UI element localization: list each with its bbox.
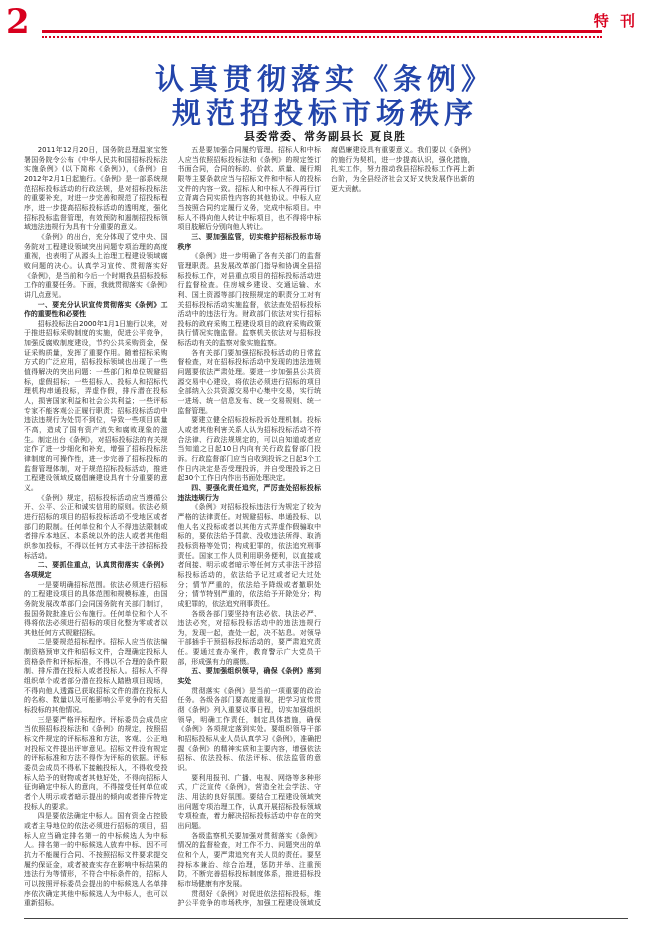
bottom-rule bbox=[24, 918, 628, 919]
byline-title: 县委常委、常务副县长 bbox=[244, 130, 364, 143]
section-heading: 二、要抓住重点，认真贯彻落实《条例》各项规定 bbox=[24, 561, 168, 579]
page-number: 2 bbox=[6, 2, 30, 42]
article-paragraph: 二是要规范招标程序。招标人应当依法编制资格预审文件和招标文件，合理确定投标人资格条件和评标标准，不得以不合理的条件限制、排斥潜在投标人或者投标人。招标人不得组织单个或者部分潜在投标人踏勘项目现场，不得向他人透露已获取招标文件的潜在投标人的名称、数量以及可能影响公平竞争的有关招标投标的其他情况。 bbox=[24, 638, 168, 715]
article-paragraph: 各级各部门要坚持有法必依、执法必严、违法必究，对招标投标活动中的违法违规行为，发现一起，查处一起，决不姑息。对领导干部插手干预招标投标活动的，要严肃追究责任。要通过查办案件，教育警示广大党员干部，形成强有力的震慑。 bbox=[177, 609, 321, 666]
page-header bbox=[0, 0, 650, 48]
headline-line-1: 认真贯彻落实《条例》 bbox=[154, 62, 495, 96]
byline-author: 夏良胜 bbox=[370, 130, 406, 143]
headline-line-2: 规范招投标市场秩序 bbox=[171, 96, 478, 130]
article-body bbox=[24, 146, 628, 914]
article-paragraph: 贯彻落实《条例》是当前一项重要的政治任务。各级各部门要高度重视，把学习宣传贯彻《条例》列入重要议事日程，切实加强组织领导，明确工作责任，制定具体措施，确保《条例》各项规定落到实处。要组织领导干部和招标投标从业人员认真学习《条例》，准确把握《条例》的精神实质和主要内容，增强依法招标、依法投标、依法评标、依法监管的意识。 bbox=[177, 686, 321, 772]
section-heading: 五、要加强组织领导，确保《条例》落到实处 bbox=[177, 667, 321, 686]
article-paragraph: 《条例》对招标投标违法行为规定了较为严格的法律责任。对规避招标、串通投标、以他人名义投标或者以其他方式弄虚作假骗取中标的，要依法给予罚款、没收违法所得、取消投标资格等处罚；构成犯罪的，依法追究刑事责任。国家工作人员利用职务便利，以直接或者间接、明示或者暗示等任何方式非法干涉招标投标活动的，依法给予记过或者记大过处分；情节严重的，依法给予降级或者撤职处分；情节特别严重的，依法给予开除处分；构成犯罪的，依法追究刑事责任。 bbox=[177, 503, 321, 608]
header-rule bbox=[42, 30, 602, 33]
article-paragraph: 《条例》进一步明确了各有关部门的监督管理职责。县发展改革部门指导和协调全县招标投标工作，对县重点项目的招标投标活动进行监督检查。住房城乡建设、交通运输、水利、国土资源等部门按照规定的职责分工对有关招标投标活动实施监督，依法查处招标投标活动中的违法行为。财政部门依法对实行招标投标的政府采购工程建设项目的政府采购政策执行情况实施监督。监察机关依法对与招标投标活动有关的监察对象实施监察。 bbox=[177, 252, 321, 348]
article-paragraph: 贯彻好《条例》对促进依法招标投标，维护公平竞争的市场秩序，加强工程建设领域反腐倡廉建设具有重要意义。我们要以《条例》的施行为契机，进一步提高认识，强化措施，扎实工作，努力推动我县招标投标工作再上新台阶，为全县经济社会又好又快发展作出新的更大贡献。 bbox=[177, 146, 475, 908]
byline bbox=[0, 128, 650, 144]
article-paragraph: 《条例》规定，招标投标活动应当遵循公开、公平、公正和诚实信用的原则。依法必须进行招标的项目的招标投标活动不受地区或者部门的限制。任何单位和个人不得违法限制或者排斥本地区、本系统以外的法人或者其他组织参加投标，不得以任何方式非法干涉招标投标活动。 bbox=[24, 493, 168, 560]
article-paragraph: 一是要明确招标范围。依法必须进行招标的工程建设项目的具体范围和规模标准，由国务院发展改革部门会同国务院有关部门制订，报国务院批准后公布施行。任何单位和个人不得将依法必须进行招标的项目化整为零或者以其他任何方式规避招标。 bbox=[24, 580, 168, 637]
article-paragraph: 招标投标法自2000年1月1日施行以来，对于推进招标采购制度的实施，促进公平竞争，加强反腐败制度建设，节约公共采购资金，保证采购质量，发挥了重要作用。随着招标采购方式的广泛应用，招标投标领域也出现了一些值得解决的突出问题：一些部门和单位规避招标，虚假招标；一些招标人、投标人和招标代理机构串通投标，弄虚作假，排斥潜在投标人，损害国家利益和社会公共利益；一些评标专家不能客观公正履行职责；招标投标活动中违法违规行为处罚不到位，导致一些项目质量不高，造成了国有资产流失和腐败现象的滋生。制定出台《条例》，对招标投标法的有关规定作了进一步细化和补充，增强了招标投标法律制度的可操作性，进一步完善了招标投标的监督管理体制，对于规范招标投标活动，推进工程建设领域反腐倡廉建设具有十分重要的意义。 bbox=[24, 319, 168, 492]
headline-block bbox=[0, 62, 650, 130]
edition-label: 特 刊 bbox=[593, 12, 638, 30]
article-paragraph: 四是要依法确定中标人。国有资金占控股或者主导地位的依法必须进行招标的项目，招标人应当确定排名第一的中标候选人为中标人。排名第一的中标候选人放弃中标、因不可抗力不能履行合同、不按照招标文件要求提交履约保证金，或者被查实存在影响中标结果的违法行为等情形，不符合中标条件的，招标人可以按照评标委员会提出的中标候选人名单排序依次确定其他中标候选人为中标人，也可以重新招标。 bbox=[24, 812, 168, 908]
section-heading: 三、要加强监管，切实维护招标投标市场秩序 bbox=[177, 232, 321, 251]
article-paragraph: 《条例》的出台，充分体现了党中央、国务院对工程建设领域突出问题专项治理的高度重视，也表明了从源头上治理工程建设领域腐败问题的决心。认真学习宣传、贯彻落实好《条例》，是当前和今后一个时期我县招标投标工作的重要任务。下面，我就贯彻落实《条例》讲几点意见。 bbox=[24, 232, 168, 299]
article-paragraph: 2011年12月20日，国务院总理温家宝签署国务院令公布《中华人民共和国招标投标法实施条例》(以下简称《条例》)，《条例》自2012年2月1日起施行。《条例》是一部系统规范招标投标活动的行政法规，是对招标投标法的重要补充，对进一步完善和规范了招投标程序，进一步提高招标投标活动的透明度，强化招标投标监督管理，有效预防和遏制招投标领域违法违规行为具有十分重要的意义。 bbox=[24, 146, 168, 232]
header-dotted-rule bbox=[42, 36, 602, 38]
article-paragraph: 要建立健全招标投标投诉处理机制。投标人或者其他利害关系人认为招标投标活动不符合法律、行政法规规定的，可以自知道或者应当知道之日起10日内向有关行政监督部门投诉。行政监督部门应当自收到投诉之日起3个工作日内决定是否受理投诉，并自受理投诉之日起30个工作日内作出书面处理决定。 bbox=[177, 416, 321, 483]
article-paragraph: 三是要严格评标程序。评标委员会成员应当依照招标投标法和《条例》的规定，按照招标文件规定的评标标准和方法，客观、公正地对投标文件提出评审意见。招标文件没有规定的评标标准和方法不得作为评标的依据。评标委员会成员不得私下接触投标人，不得收受投标人给予的财物或者其他好处，不得向招标人征询确定中标人的意向，不得接受任何单位或者个人明示或者暗示提出的倾向或者排斥特定投标人的要求。 bbox=[24, 715, 168, 811]
article-paragraph: 各级监察机关要加强对贯彻落实《条例》情况的监督检查，对工作不力、问题突出的单位和个人，要严肃追究有关人员的责任。要坚持标本兼治、综合治理，惩防并举、注重预防，不断完善招标投标制度体系，推进招标投标市场健康有序发展。 bbox=[177, 831, 321, 888]
section-heading: 四、要强化责任追究，严厉查处招标投标违法违规行为 bbox=[177, 483, 321, 502]
section-heading: 一、要充分认识宣传贯彻落实《条例》工作的重要性和必要性 bbox=[24, 300, 168, 319]
article-paragraph: 各有关部门要加强招标投标活动的日常监督检查，对在招标投标活动中发现的违法违规问题要依法严肃处理。要进一步加强县公共资源交易中心建设，将依法必须进行招标的项目全部纳入公共资源交易中心集中交易，实行统一进场、统一信息发布、统一交易规则、统一监督管理。 bbox=[177, 348, 321, 415]
article-paragraph: 要利用报刊、广播、电视、网络等多种形式，广泛宣传《条例》，营造全社会学法、守法、用法的良好氛围。要结合工程建设领域突出问题专项治理工作，认真开展招标投标领域专项检查，着力解决招标投标活动中存在的突出问题。 bbox=[177, 773, 321, 830]
article-paragraph: 五是要加强合同履约管理。招标人和中标人应当依照招标投标法和《条例》的规定签订书面合同，合同的标的、价款、质量、履行期限等主要条款应当与招标文件和中标人的投标文件的内容一致。招标人和中标人不得再行订立背离合同实质性内容的其他协议。中标人应当按照合同约定履行义务，完成中标项目。中标人不得向他人转让中标项目，也不得将中标项目肢解后分别向他人转让。 bbox=[177, 146, 321, 232]
